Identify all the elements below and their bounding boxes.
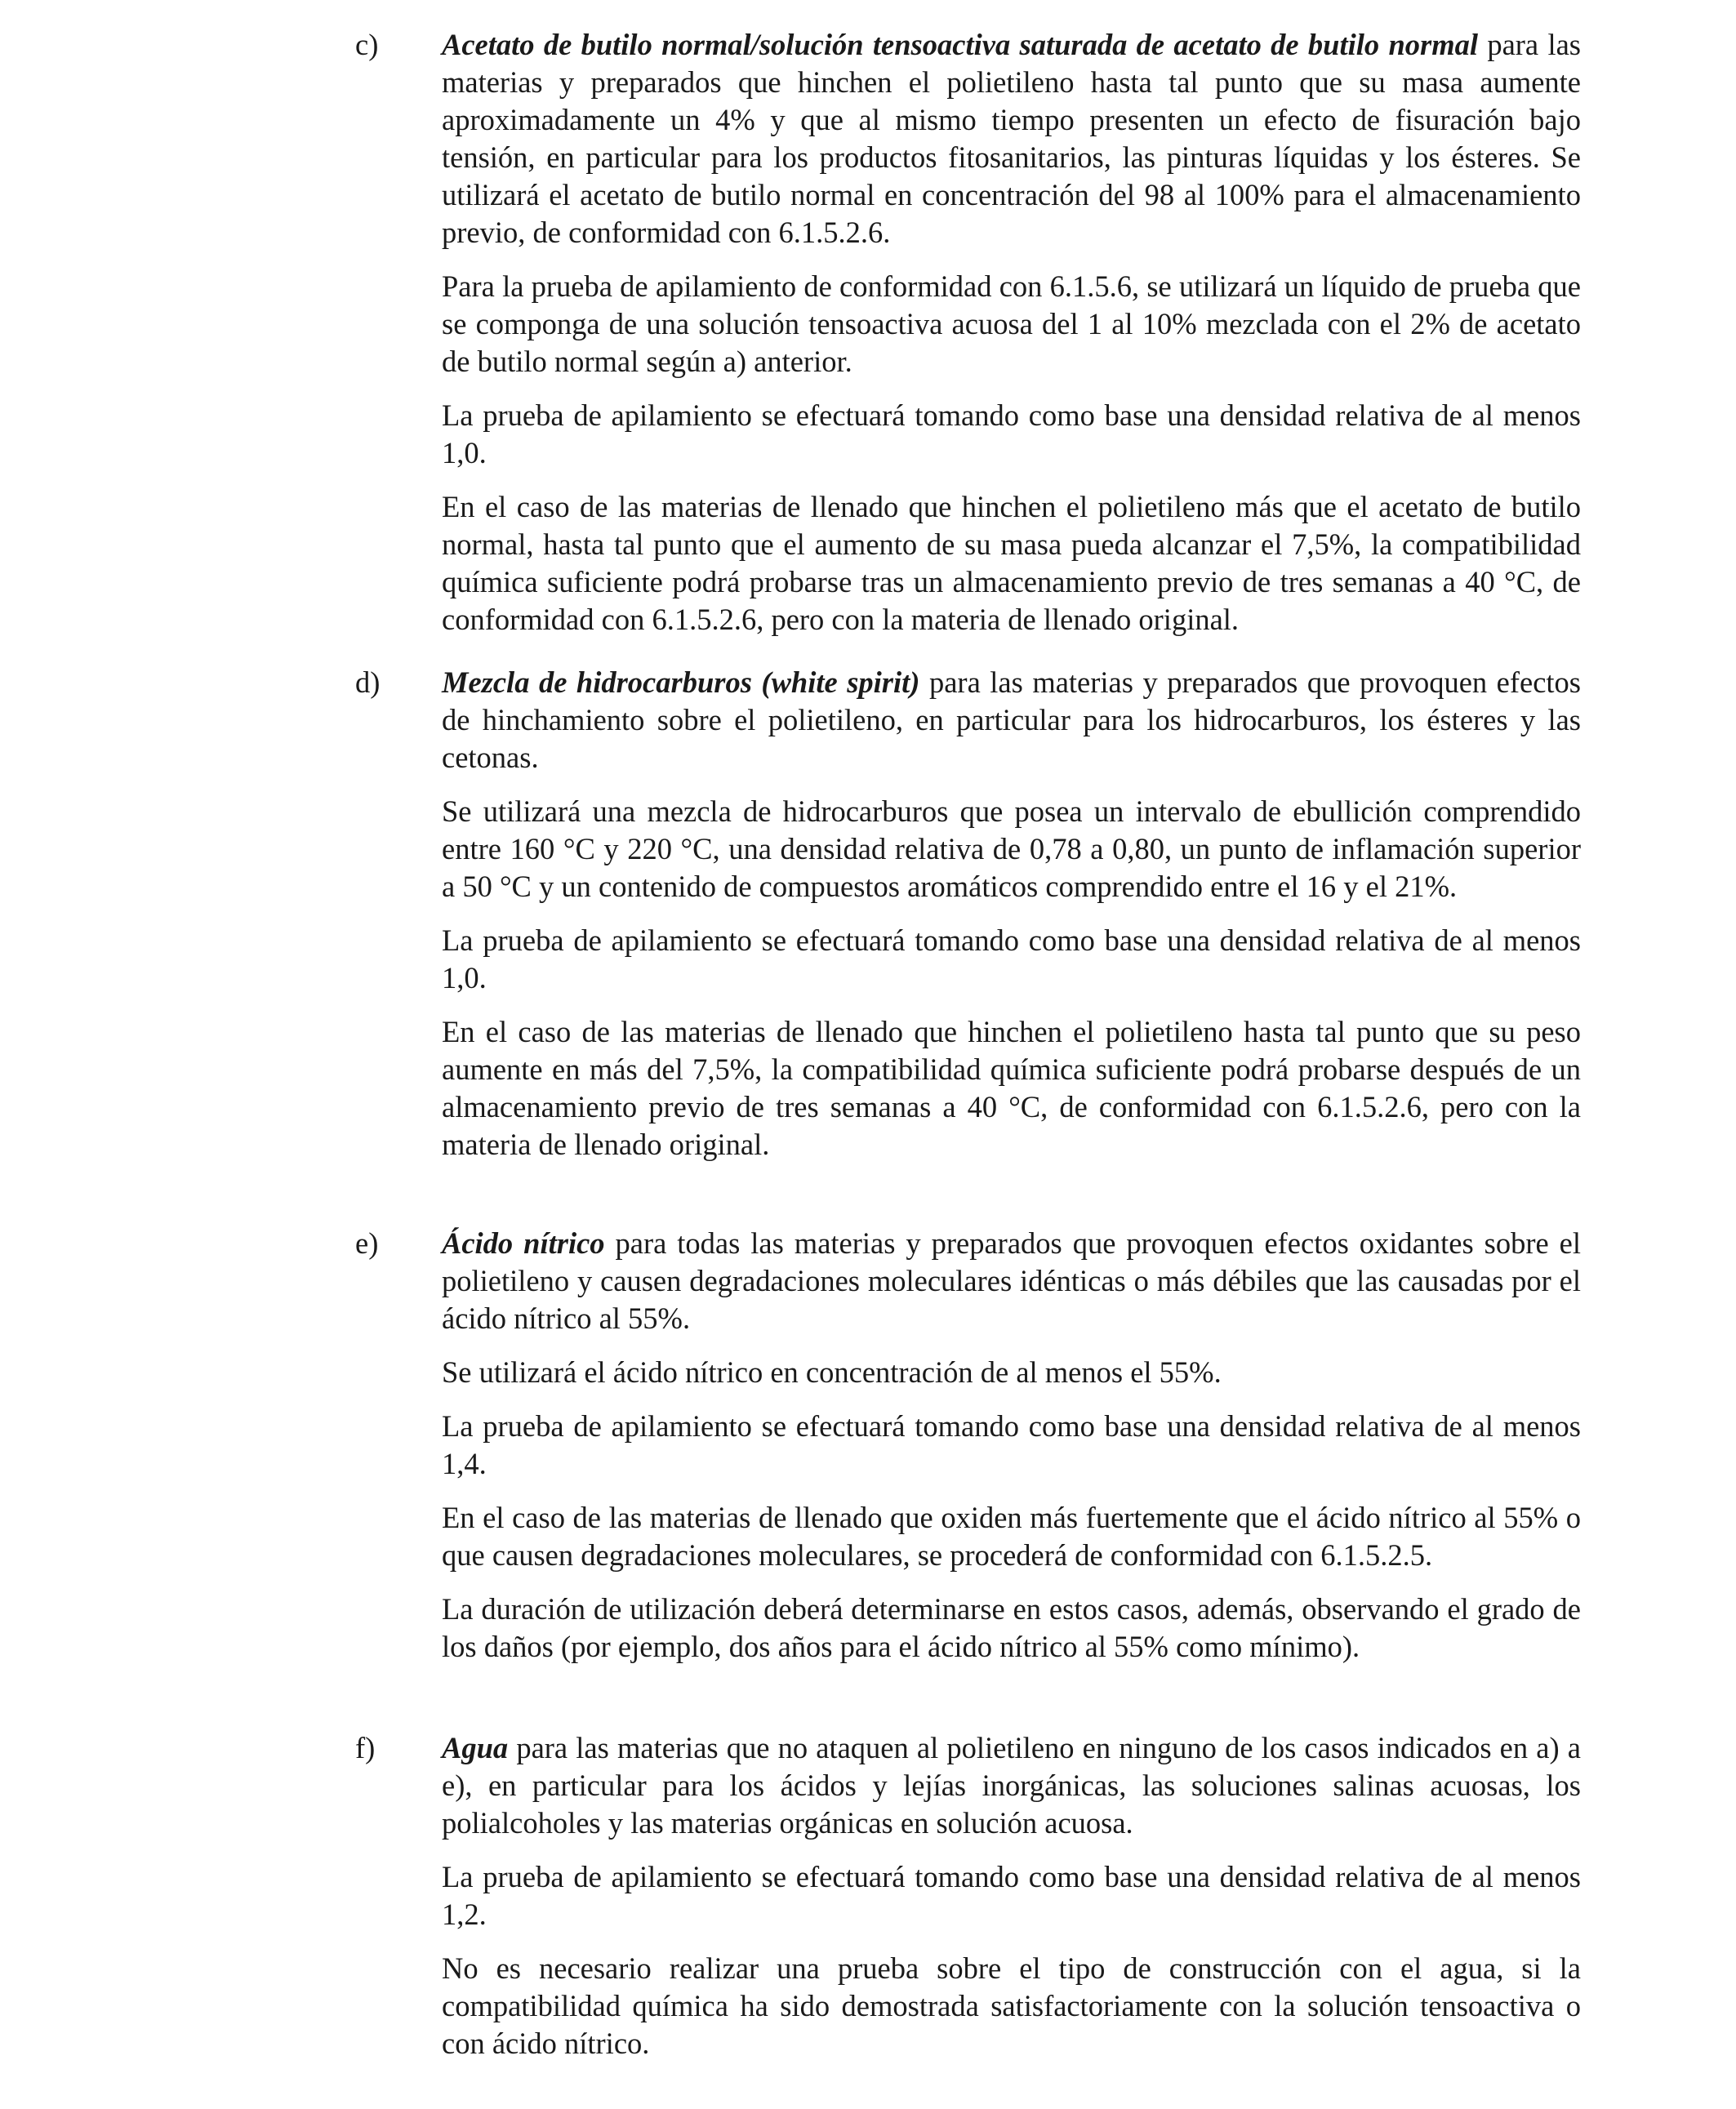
paragraph: Se utilizará el ácido nítrico en concentración de al menos el 55%. — [442, 1355, 1222, 1389]
item-marker: e) — [355, 1226, 379, 1260]
list-item-d — [0, 664, 1736, 1164]
paragraph: La prueba de apilamiento se efectuará tomando como base una densidad relativa de al menos 1,0. — [442, 398, 1581, 469]
paragraph: La prueba de apilamiento se efectuará tomando como base una densidad relativa de al menos 1,4. — [442, 1409, 1581, 1480]
paragraph-text: para las materias que no ataquen al polietileno en ninguno de los casos indicados en a) a e), en particular para los ácidos y lejías inorgánicas, las soluciones salinas acuosas, los polialcoholes y las materias orgánicas en solución acuosa. — [442, 1731, 1581, 1840]
paragraph-text: para todas las materias y preparados que provoquen efectos oxidantes sobre el polietileno y causen degradaciones moleculares idénticas o más débiles que las causadas por el ácido nítrico al 55%. — [442, 1226, 1581, 1335]
item-marker: c) — [355, 28, 379, 61]
item-body — [442, 664, 1581, 1164]
item-lead-term: Agua — [442, 1731, 509, 1764]
item-marker: f) — [355, 1731, 376, 1764]
paragraph: No es necesario realizar una prueba sobre el tipo de construcción con el agua, si la compatibilidad química ha sido demostrada satisfactoriamente con la solución tensoactiva o con ácido nítrico. — [442, 1951, 1581, 2060]
paragraph-text: para las materias y preparados que provoquen efectos de hinchamiento sobre el polietileno, en particular para los hidrocarburos, los ésteres y las cetonas. — [442, 665, 1582, 774]
item-body — [442, 26, 1581, 638]
list-item-f — [0, 1729, 1736, 2062]
paragraph: En el caso de las materias de llenado que hinchen el polietileno más que el acetato de butilo normal, hasta tal punto que el aumento de su masa pueda alcanzar el 7,5%, la compatibilidad química suficiente podrá probarse tras un almacenamiento previo de tres semanas a 40 °C, de conformidad con 6.1.5.2.6, pero con la materia de llenado original. — [442, 490, 1581, 636]
paragraph: En el caso de las materias de llenado que oxiden más fuertemente que el ácido nítrico al 55% o que causen degradaciones moleculares, se procederá de conformidad con 6.1.5.2.5. — [442, 1501, 1581, 1572]
item-body — [442, 1225, 1581, 1666]
paragraph — [442, 26, 1581, 251]
paragraph-text: para las materias y preparados que hinchen el polietileno hasta tal punto que su masa aumente aproximadamente un 4% y que al mismo tiempo presenten un efecto de fisuración bajo tensión, en particular para los productos fitosanitarios, las pinturas líquidas y los ésteres. Se utilizará el acetato de butilo normal en concentración del 98 al 100% para el almacenamiento previo, de conformidad con 6.1.5.2.6. — [442, 28, 1581, 249]
paragraph: La prueba de apilamiento se efectuará tomando como base una densidad relativa de al menos 1,0. — [442, 923, 1581, 994]
paragraph: En el caso de las materias de llenado que hinchen el polietileno hasta tal punto que su peso aumente en más del 7,5%, la compatibilidad química suficiente podrá probarse después de un almacenamiento previo de tres semanas a 40 °C, de conformidad con 6.1.5.2.6, pero con la materia de llenado original. — [442, 1015, 1581, 1161]
paragraph — [442, 1225, 1581, 1337]
paragraph: Se utilizará una mezcla de hidrocarburos que posea un intervalo de ebullición comprendido entre 160 °C y 220 °C, una densidad relativa de 0,78 a 0,80, un punto de inflamación superior a 50 °C y un contenido de compuestos aromáticos comprendido entre el 16 y el 21%. — [442, 794, 1581, 903]
paragraph: La duración de utilización deberá determinarse en estos casos, además, observando el grado de los daños (por ejemplo, dos años para el ácido nítrico al 55% como mínimo). — [442, 1592, 1581, 1663]
list-item-c — [0, 26, 1736, 638]
item-lead-term: Mezcla de hidrocarburos (white spirit) — [442, 665, 920, 699]
paragraph: La prueba de apilamiento se efectuará tomando como base una densidad relativa de al menos 1,2. — [442, 1860, 1581, 1931]
item-marker: d) — [355, 665, 381, 699]
item-lead-term: Acetato de butilo normal/solución tensoactiva saturada de acetato de butilo normal — [442, 28, 1479, 61]
paragraph: Para la prueba de apilamiento de conformidad con 6.1.5.6, se utilizará un líquido de prueba que se componga de una solución tensoactiva acuosa del 1 al 10% mezclada con el 2% de acetato de butilo normal según a) anterior. — [442, 269, 1581, 378]
paragraph — [442, 1729, 1581, 1842]
list-item-e — [0, 1225, 1736, 1666]
item-body — [442, 1729, 1581, 2062]
item-lead-term: Ácido nítrico — [442, 1226, 605, 1260]
paragraph — [442, 664, 1581, 776]
